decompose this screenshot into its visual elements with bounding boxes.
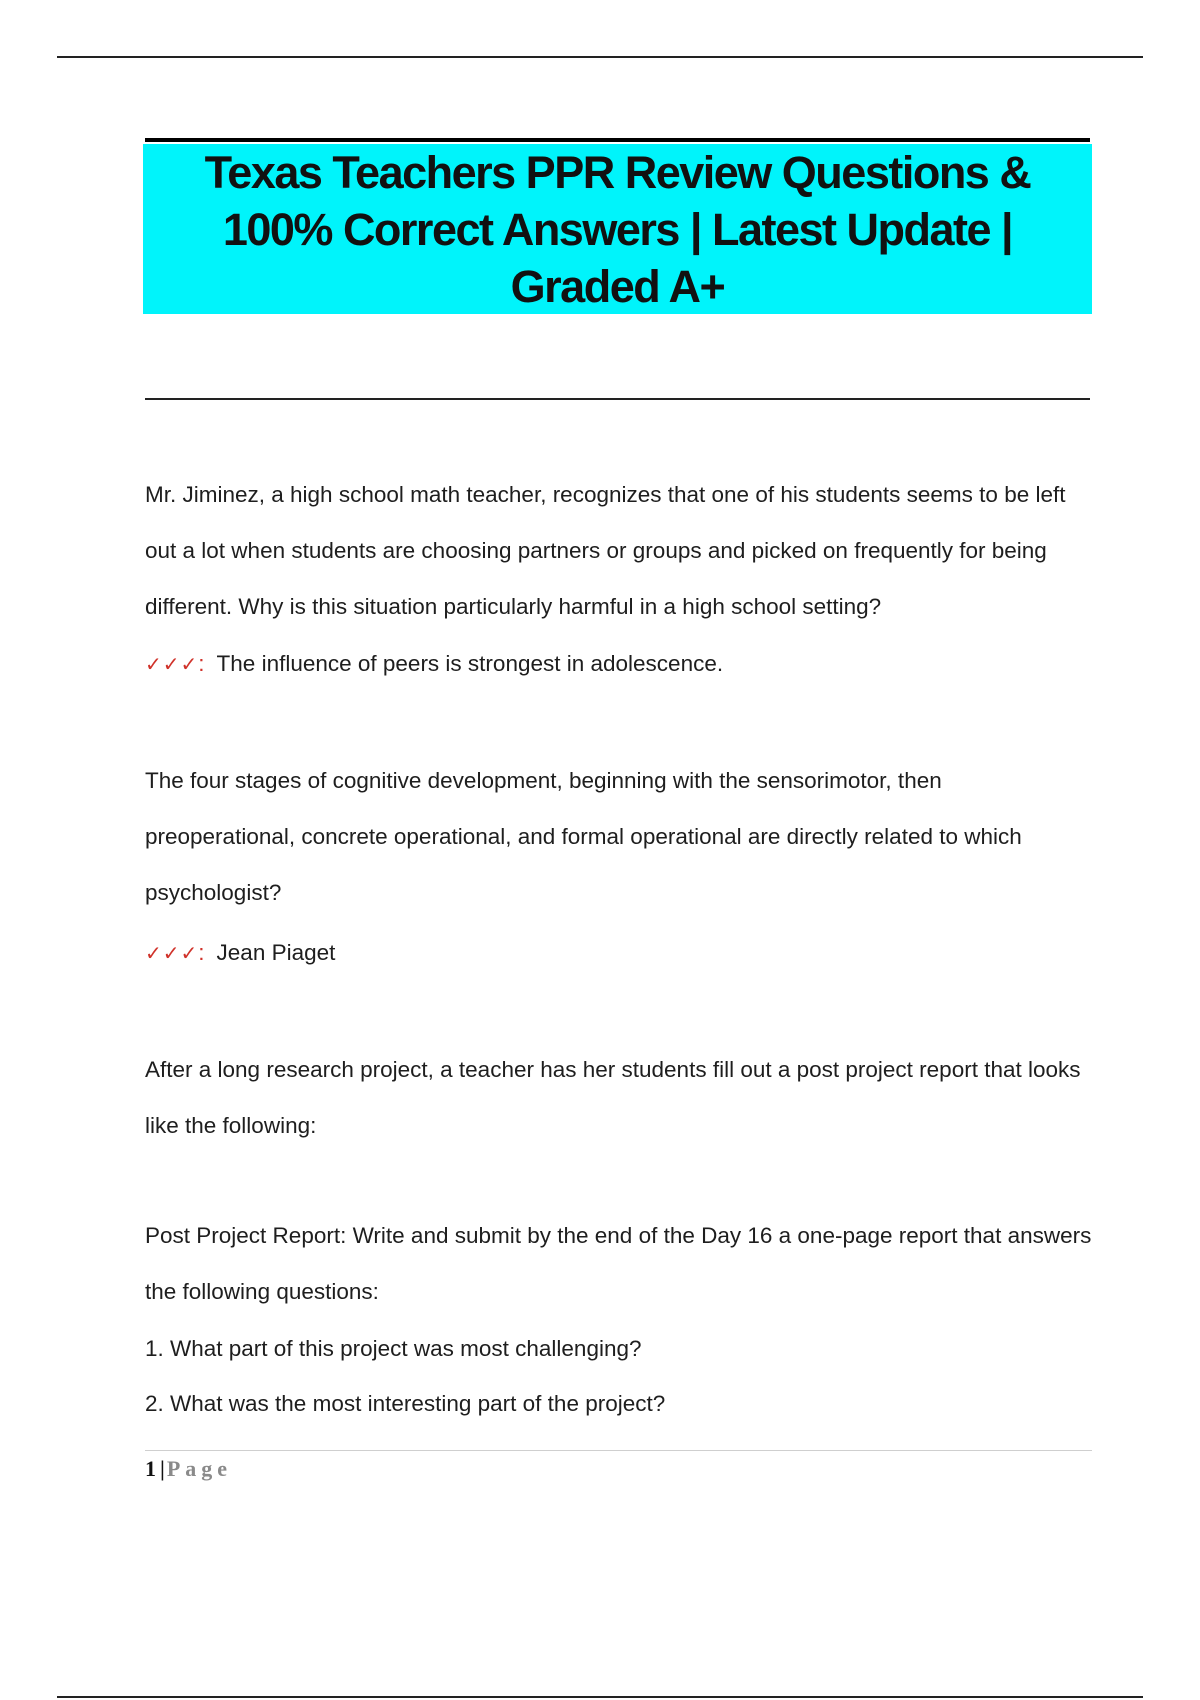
page-footer [145,1454,232,1484]
report-intro: Post Project Report: Write and submit by the end of the Day 16 a one-page report that answers the following questions: [145,1223,1092,1304]
title-top-rule [145,138,1090,142]
question-2: The four stages of cognitive development, beginning with the sensorimotor, then preoperational, concrete operational, and formal operational are directly related to which psychologist? [145,768,1022,905]
page-label: Page [166,1456,233,1481]
document-title: Texas Teachers PPR Review Questions & 100% Correct Answers | Latest Update | Graded A+ [204,146,1031,312]
page-top-rule [57,56,1143,58]
page-number: 1 [145,1456,156,1481]
question-3: After a long research project, a teacher has her students fill out a post project report that looks like the following: [145,1057,1081,1138]
checkmark-icon: ✓✓✓ [145,652,199,676]
answer-text: Jean Piaget [216,940,336,965]
page-bottom-rule [57,1696,1143,1698]
title-banner [143,144,1092,314]
answer-2 [145,938,335,968]
title-bottom-rule [145,398,1090,400]
report-question-1: 1. What part of this project was most challenging? [145,1336,642,1361]
answer-text: The influence of peers is strongest in adolescence. [216,651,724,676]
answer-separator: : [198,651,205,676]
page-separator: | [160,1456,165,1481]
answer-separator: : [198,940,205,965]
answer-1 [145,649,723,679]
question-1: Mr. Jiminez, a high school math teacher, recognizes that one of his students seems to be left out a lot when students are choosing partners or groups and picked on frequently for being different. Why is this situation particularly harmful in a high school setting? [145,482,1066,619]
footer-rule [145,1450,1092,1451]
checkmark-icon: ✓✓✓ [145,941,199,965]
report-question-2: 2. What was the most interesting part of the project? [145,1391,666,1416]
